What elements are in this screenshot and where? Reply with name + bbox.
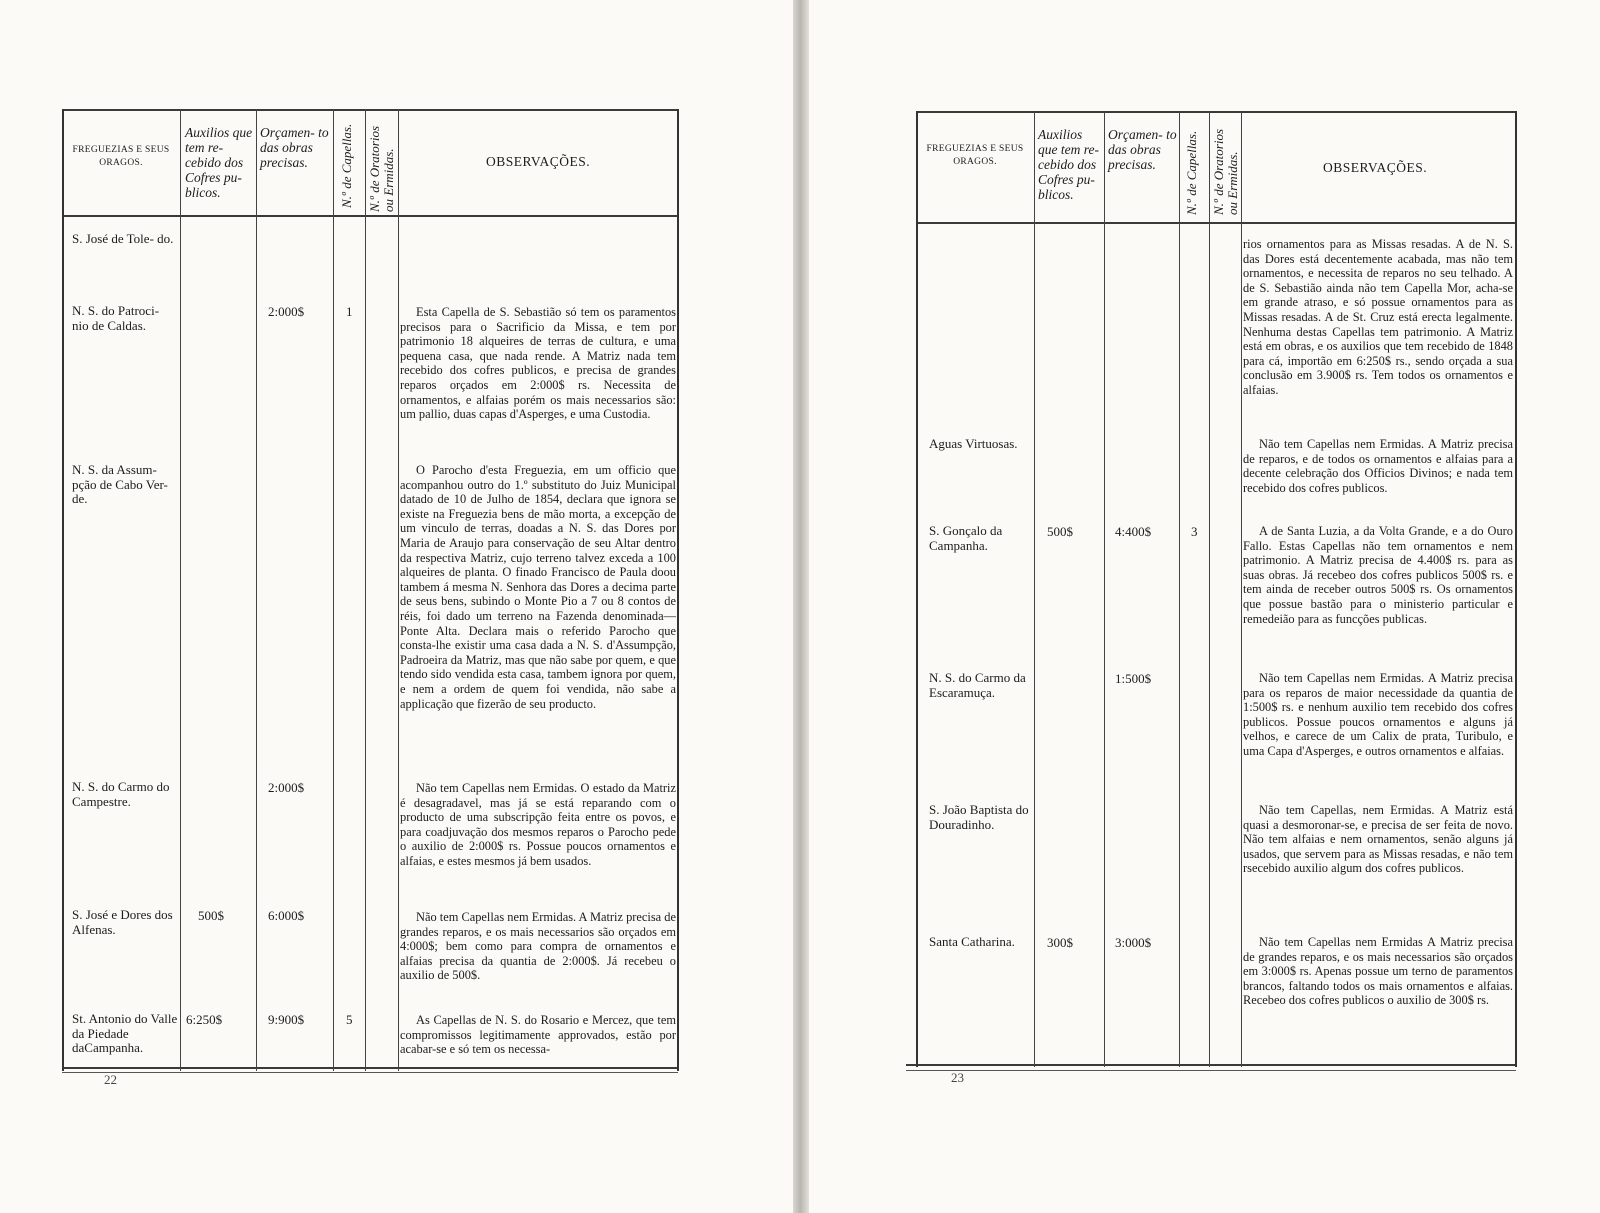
observation-text: Esta Capella de S. Sebastião só tem os paramentos precisos para o Sacrificio da Missa, e tem por patrimonio 18 alqueires de terras de cultura, e uma pequena casa, que nada rende. A Matriz nada tem recebido dos cofres publicos, e precisa de grandes reparos orçados em 2:000$ rs. Necessita de ornamentos, e alfaias porém os mais necessarios são: um pallio, duas capas d'Asperges, e uma Custodia. bbox=[400, 305, 676, 422]
budget-value: 1:500$ bbox=[1115, 671, 1152, 686]
header-budget: Orçamen- to das obras precisas. bbox=[1108, 127, 1177, 172]
parish-name: N. S. do Carmo da Escaramuça. bbox=[929, 670, 1026, 700]
aid-value: 6:250$ bbox=[186, 1012, 223, 1027]
observation-text: rios ornamentos para as Missas resadas. A de N. S. das Dores está decentemente acabada, mas não tem ornamentos, e necessita de reparos no seu telhado. A de S. Sebastião ainda não tem Capella Mor, acha-se em grande atraso, e só possue ornamentos para as Missas resadas. A de St. Cruz está erecta legalmente. Nenhuma destas Capellas tem patrimonio. A Matriz está em obras, e os auxilios que tem recebido de 1848 para cá, importão em 6:250$ rs., sendo orçada a sua conclusão em 3.900$ rs. Tem todos os ornamentos e alfaias. bbox=[1243, 237, 1513, 397]
observation-text: Não tem Capellas nem Ermidas A Matriz precisa de grandes reparos, e os mais necessarios são orçados em 3:000$ rs. Apenas possue um terno de paramentos brancos, faltando todos os mais ornamentos e alfaias. Recebeo dos cofres publicos o auxilio de 300$ rs. bbox=[1243, 935, 1513, 1008]
left-page bbox=[0, 0, 793, 1213]
header-aid: Auxilios que tem re- cebido dos Cofres pu- blicos. bbox=[1038, 127, 1099, 202]
chapels-count: 5 bbox=[346, 1012, 353, 1027]
parish-name: N. S. do Patroci- nio de Caldas. bbox=[72, 303, 160, 333]
right-page bbox=[809, 0, 1600, 1213]
aid-value: 300$ bbox=[1047, 935, 1073, 950]
parish-name: S. José e Dores dos Alfenas. bbox=[72, 907, 173, 937]
observation-text: A de Santa Luzia, a da Volta Grande, e a do Ouro Fallo. Estas Capellas não tem ornamentos e nem patrimonio. A Matriz precisa de 4.400$ rs. para as suas obras. Já recebeo dos cofres publicos 500$ rs. e tem ainda de receber outros 500$ rs. Os ornamentos que possue bastão para o ministerio particular e remedeião para as funcções publicas. bbox=[1243, 524, 1513, 626]
observation-text: Não tem Capellas, nem Ermidas. A Matriz está quasi a desmoronar-se, e precisa de ser feita de novo. Não tem alfaias e nem ornamentos, senão alguns já usados, que servem para as Missas resadas, e não tem rsecebido auxilio algum dos cofres publicos. bbox=[1243, 803, 1513, 876]
header-aid: Auxilios que tem re- cebido dos Cofres pu- blicos. bbox=[185, 125, 253, 200]
parish-name: Santa Catharina. bbox=[929, 934, 1015, 949]
observation-text: Não tem Capellas nem Ermidas. A Matriz precisa de grandes reparos, e os mais necessarios são orçados em 4:000$; bem como para compra de ornamentos e alfaias precisa da quantia de 2:000$. Já recebeu o auxilio de 500$. bbox=[400, 910, 676, 983]
parish-name: Aguas Virtuosas. bbox=[929, 436, 1018, 451]
observation-text: Não tem Capellas nem Ermidas. A Matriz precisa para os reparos de maior necessidade da quantia de 1:500$ rs. e nenhum auxilio tem recebido dos cofres publicos. Possue poucos ornamentos e alguns já velhos, e carece de um Calix de prata, Turibulo, e uma Capa d'Asperges, e outros ornamentos e alfaias. bbox=[1243, 671, 1513, 758]
budget-value: 3:000$ bbox=[1115, 935, 1152, 950]
chapels-count: 3 bbox=[1191, 524, 1198, 539]
aid-value: 500$ bbox=[1047, 524, 1073, 539]
header-observations: OBSERVAÇÕES. bbox=[486, 154, 591, 169]
header-observations: OBSERVAÇÕES. bbox=[1323, 160, 1428, 175]
header-oratories: N.º de Oratorios ou Ermidas. bbox=[367, 125, 396, 212]
header-chapels: N.º de Capellas. bbox=[1184, 130, 1199, 215]
page-number: 22 bbox=[104, 1072, 117, 1087]
budget-value: 6:000$ bbox=[268, 908, 305, 923]
aid-value: 500$ bbox=[198, 908, 224, 923]
observation-text: Não tem Capellas nem Ermidas. A Matriz precisa de reparos, e de todos os ornamentos e alfaias para a decente celebração dos Officios Divinos; e nada tem recebido dos cofres publicos. bbox=[1243, 437, 1513, 495]
observation-text: As Capellas de N. S. do Rosario e Mercez, que tem compromissos legitimamente approvados, estão por acabar-se e só tem os necessa- bbox=[400, 1013, 676, 1057]
parish-name: S. José de Tole- do. bbox=[72, 231, 174, 246]
budget-value: 4:400$ bbox=[1115, 524, 1152, 539]
parish-name: N. S. da Assum- pção de Cabo Ver- de. bbox=[72, 462, 168, 506]
parish-name: N. S. do Carmo do Campestre. bbox=[72, 779, 170, 809]
observation-text: Não tem Capellas nem Ermidas. O estado da Matriz é desagradavel, mas já se está reparando com o producto de uma subscripção feita entre os povos, e para coadjuvação dos mesmos reparos o Parocho pede o auxilio de 2:000$ rs. Possue poucos ornamentos e alfaias, e estes mesmos já bem usados. bbox=[400, 781, 676, 868]
parish-name: S. João Baptista do Douradinho. bbox=[929, 802, 1029, 832]
header-budget: Orçamen- to das obras precisas. bbox=[260, 125, 329, 170]
budget-value: 2:000$ bbox=[268, 304, 305, 319]
parish-name: S. Gonçalo da Campanha. bbox=[929, 523, 1003, 553]
observation-text: O Parocho d'esta Freguezia, em um officio que acompanhou outro do 1.º substituto do Juiz Municipal datado de 10 de Julho de 1854, declara que ignora se existe na Freguezia bens de mão morta, a excepção de um vinculo de terras, doadas a N. S. das Dores por Maria de Araujo para conservação de seu Altar dentro da respectiva Matriz, cujo terreno talvez exceda a 100 alqueires de planta. O finado Francisco de Paula doou tambem á mesma N. Senhora das Dores a decima parte de seus bens, subindo o Monte Pio a 7 ou 8 contos de réis, foi dado um terreno na Fazenda denominada—Ponte Alta. Declara mais o referido Parocho que consta-lhe existir uma casa dada a N. S. d'Assumpção, Padroeira da Matriz, mas que não sabe por quem, e que tendo sido vendida esta casa, tambem ignora por quem, e nem a ordem de quem foi vendida, não sabe a applicação que fizerão de seu producto. bbox=[400, 463, 676, 711]
header-chapels: N.º de Capellas. bbox=[339, 123, 354, 208]
parish-name: St. Antonio do Valle da Piedade daCampanha. bbox=[72, 1011, 178, 1055]
chapels-count: 1 bbox=[346, 304, 353, 319]
page-number: 23 bbox=[951, 1070, 964, 1085]
header-parish: FREGUEZIAS E SEUS ORAGOS. bbox=[72, 145, 170, 168]
budget-value: 9:900$ bbox=[268, 1012, 305, 1027]
header-parish: FREGUEZIAS E SEUS ORAGOS. bbox=[926, 144, 1024, 167]
header-oratories: N.º de Oratorios ou Ermidas. bbox=[1211, 128, 1240, 215]
budget-value: 2:000$ bbox=[268, 780, 305, 795]
book-spine bbox=[793, 0, 809, 1213]
